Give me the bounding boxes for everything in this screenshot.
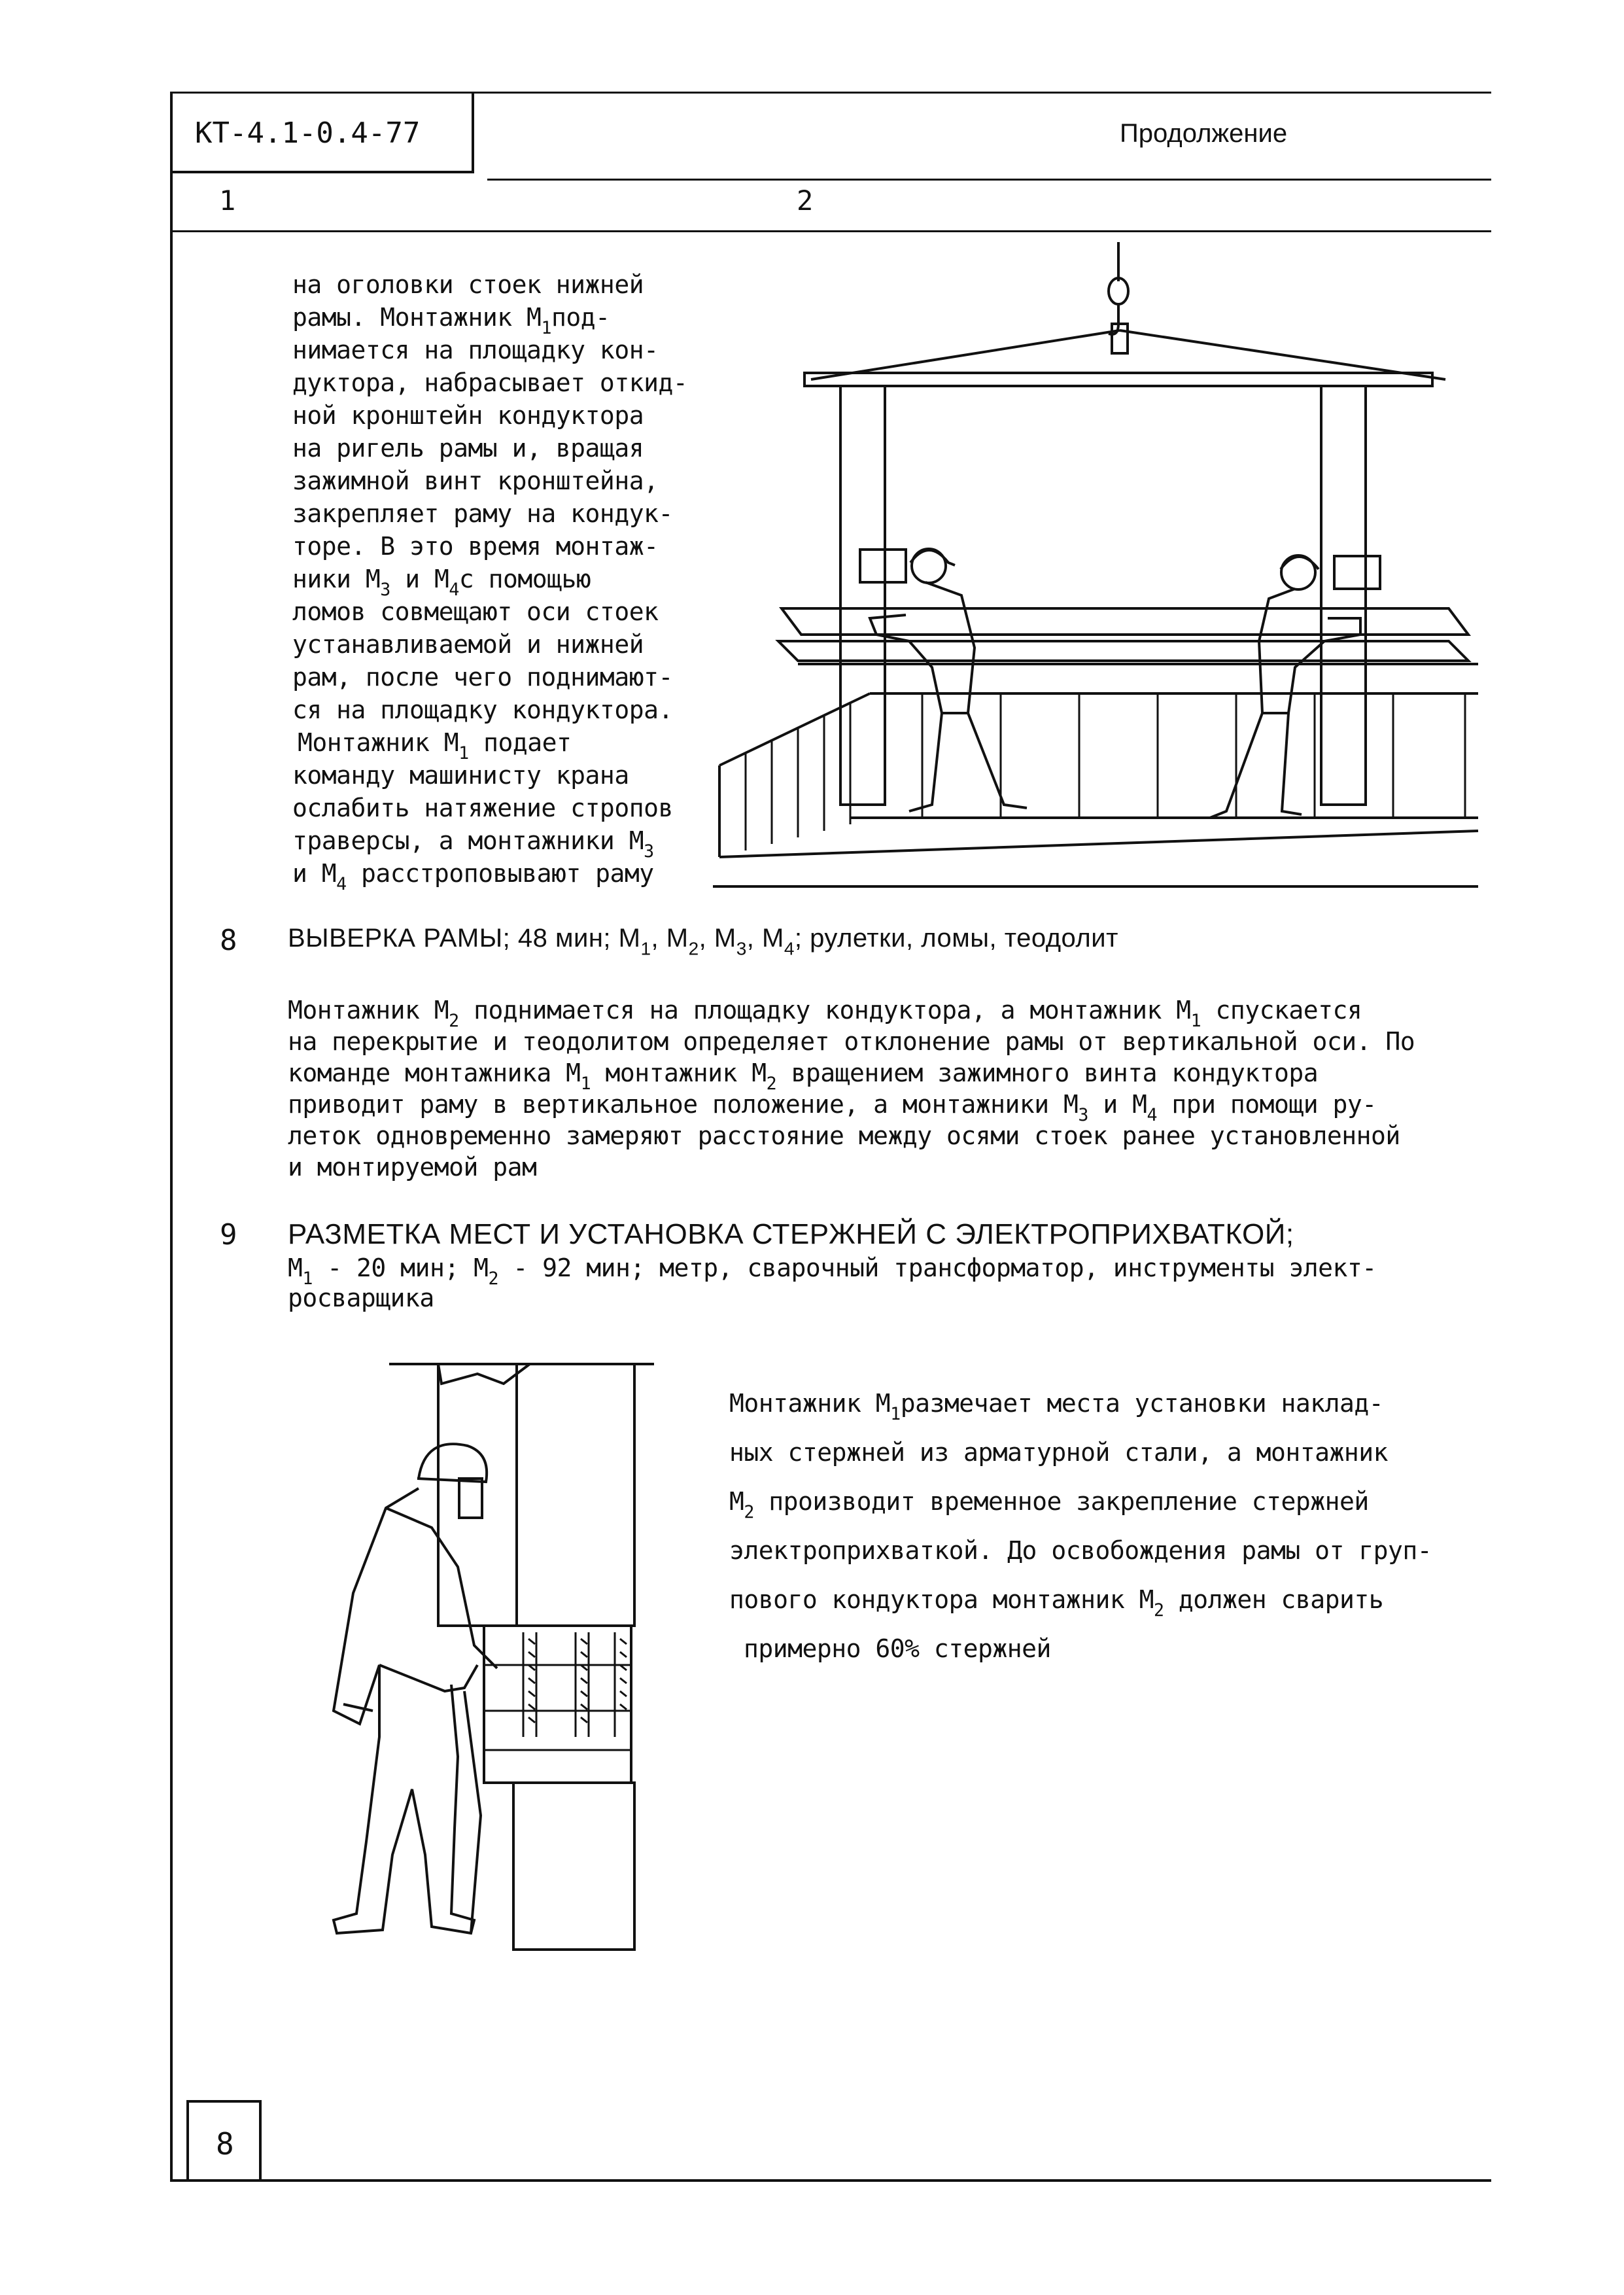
text-line: нимается на площадку кон-: [292, 336, 659, 364]
column-2-number: 2: [797, 184, 814, 217]
page-number: 8: [216, 2126, 234, 2162]
text-line: торе. В это время монтаж-: [292, 532, 659, 561]
text-line: дуктора, набрасывает откид-: [292, 368, 688, 397]
column-1-number: 1: [219, 184, 236, 217]
text-line: команде монтажника $М_1$ монтажник $М_2$ вращением зажимного винта кондуктора: [288, 1059, 1319, 1094]
frame-left-border: [170, 92, 173, 2182]
step-8-title: ВЫВЕРКА РАМЫ; 48 мин; $М_1$, $М_2$, $М_3$, $М_4$; рулетки, ломы, теодолит: [288, 924, 1118, 959]
welding-electrode: [464, 1691, 481, 1933]
text-line: команду машинисту крана: [292, 761, 629, 790]
text-line: пового кондуктора монтажник $М_2$ должен сварить: [729, 1585, 1384, 1621]
text-line: и $М_4$ расстроповывают раму: [292, 859, 654, 894]
text-line: Монтажник $М_1$ подает: [298, 728, 572, 763]
column-left: [840, 386, 885, 805]
mounting-description: [292, 268, 698, 894]
text-line: $М_1 - 20$ мин; $М_2 - 92$ мин; метр, сварочный трансформатор, инструменты элект-: [288, 1253, 1377, 1289]
step-8-description: [288, 994, 1475, 1183]
lower-column: [513, 1783, 634, 1950]
text-line: зажимной винт кронштейна,: [292, 466, 659, 495]
text-line: ослабить натяжение стропов: [292, 794, 673, 822]
text-line: на перекрытие и теодолитом определяет отклонение рамы от вертикальной оси. По: [288, 1027, 1415, 1056]
text-line: устанавливаемой и нижней: [292, 630, 644, 659]
text-line: примерно 60% стержней: [744, 1634, 1051, 1663]
upper-column: [438, 1364, 634, 1626]
text-line: ломов совмещают оси стоек: [292, 597, 659, 626]
text-line: ной кронштейн кондуктора: [292, 401, 644, 430]
text-line: рамы. Монтажник $М_1под-$: [292, 303, 610, 338]
hook-icon: [1109, 278, 1128, 304]
document-code: КТ-4.1-0.4-77: [195, 116, 421, 150]
text-line: леток одновременно замеряют расстояние между осями стоек ранее установленной: [288, 1121, 1400, 1150]
step-9-title: РАЗМЕТКА МЕСТ И УСТАНОВКА СТЕРЖНЕЙ С ЭЛЕКТРОПРИХВАТКОЙ;: [288, 1218, 1294, 1250]
welder-body: [334, 1488, 474, 1933]
text-line: ники $М_3$ и $М_4с$ помощью: [292, 565, 591, 600]
text-line: на ригель рамы и, вращая: [292, 434, 644, 463]
text-line: Монтажник $М_1размечает$ места установки наклад-: [729, 1389, 1384, 1424]
text-line: и монтируемой рам: [288, 1153, 537, 1182]
welding-mask: [459, 1479, 482, 1518]
text-line: закрепляет раму на кондук-: [292, 499, 673, 528]
header-rule: [487, 179, 1491, 181]
carried-block: [1334, 556, 1380, 589]
welder-helmet: [417, 1444, 487, 1482]
continuation-label: Продолжение: [1120, 119, 1288, 148]
text-line: ных стержней из арматурной стали, а монтажник: [729, 1438, 1389, 1467]
text-line: приводит раму в вертикальное положение, а монтажники $М_3$ и $М_4$ при помощи ру-: [288, 1090, 1377, 1125]
carried-block: [860, 550, 906, 582]
welder-illustration: [307, 1358, 674, 1959]
text-line: ся на площадку кондуктора.: [292, 695, 673, 724]
text-line: Монтажник $М_2$ поднимается на площадку кондуктора, а монтажник $М_1$ спускается: [288, 996, 1362, 1031]
text-line: траверсы, а монтажники $М_3$: [292, 826, 654, 862]
text-line: на оголовки стоек нижней: [292, 270, 644, 299]
step-9-details: [288, 1253, 1485, 1313]
text-line: рам, после чего поднимают-: [292, 663, 673, 692]
column-right: [1321, 386, 1366, 805]
text-line: $М_2$ производит временное закрепление стержней: [729, 1487, 1369, 1522]
column-joint: [484, 1626, 631, 1783]
step-8-number: 8: [220, 924, 237, 957]
frame-bottom-border: [170, 2179, 1491, 2182]
traverse-beam: [804, 373, 1432, 386]
step-9-number: 9: [220, 1218, 237, 1252]
text-line: росварщика: [288, 1284, 434, 1312]
frame-mounting-illustration: [674, 242, 1491, 896]
welding-description: [729, 1379, 1468, 1673]
text-line: электроприхваткой. До освобождения рамы от груп-: [729, 1536, 1432, 1565]
column-rule: [173, 230, 1491, 232]
